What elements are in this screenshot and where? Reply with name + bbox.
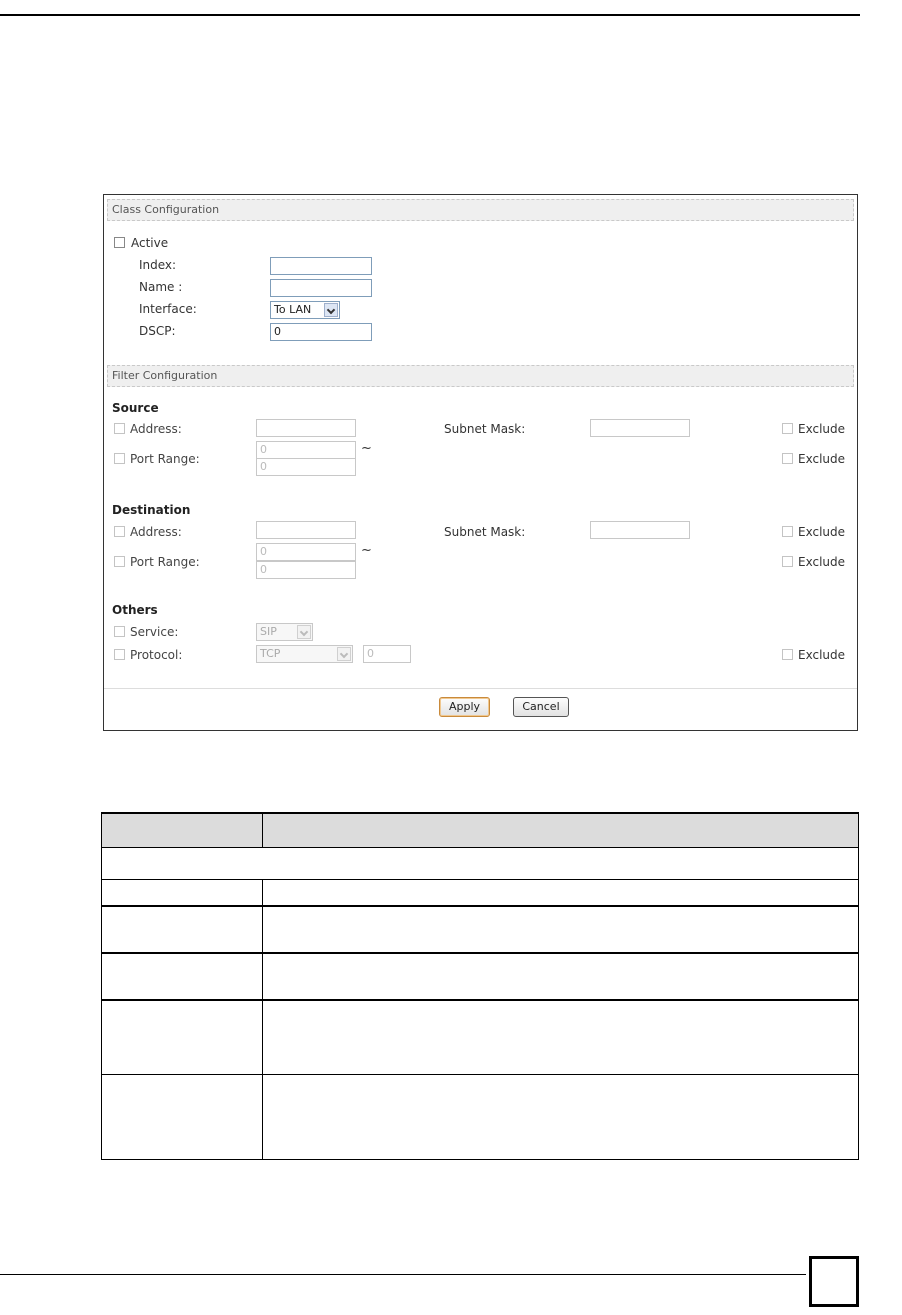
destination-subnet-mask-label: Subnet Mask: <box>444 525 526 539</box>
dscp-input[interactable]: 0 <box>270 323 372 341</box>
source-heading: Source <box>112 401 159 415</box>
table-row <box>102 953 859 1000</box>
destination-address-label: Address: <box>130 525 182 539</box>
apply-button[interactable]: Apply <box>439 697 490 717</box>
source-port-exclude-label: Exclude <box>798 452 846 466</box>
table-row <box>102 1000 859 1075</box>
class-configuration-header: Class Configuration <box>107 199 854 221</box>
source-address-exclude-checkbox[interactable] <box>782 423 793 434</box>
header-rule <box>0 14 860 16</box>
destination-port-exclude-checkbox[interactable] <box>782 556 793 567</box>
chevron-down-icon <box>337 647 351 661</box>
service-select[interactable] <box>256 623 313 641</box>
destination-port-end-input[interactable]: 0 <box>256 561 356 579</box>
page-number-box <box>809 1256 859 1307</box>
table-row <box>102 880 859 907</box>
footer-rule <box>0 1274 806 1275</box>
service-checkbox[interactable] <box>114 626 125 637</box>
chevron-down-icon <box>297 625 311 639</box>
active-label: Active <box>131 236 169 250</box>
protocol-label: Protocol: <box>130 648 183 662</box>
table-row <box>102 906 859 953</box>
button-bar-divider <box>104 688 857 689</box>
interface-select-value: To LAN <box>274 303 312 316</box>
destination-address-checkbox[interactable] <box>114 526 125 537</box>
source-subnet-mask-label: Subnet Mask: <box>444 422 526 436</box>
service-label: Service: <box>130 625 179 639</box>
table-cell <box>263 906 859 953</box>
table-section-cell <box>102 848 859 880</box>
table-row <box>102 1075 859 1160</box>
chevron-down-icon <box>324 303 338 317</box>
table-cell <box>263 1075 859 1160</box>
cancel-button[interactable]: Cancel <box>513 697 569 717</box>
destination-range-separator: ~ <box>361 543 372 558</box>
table-header-row <box>102 813 859 848</box>
destination-port-start-input[interactable]: 0 <box>256 543 356 561</box>
table-cell <box>102 1075 263 1160</box>
destination-subnet-mask-input[interactable] <box>590 521 690 539</box>
protocol-exclude-label: Exclude <box>798 648 846 662</box>
table-cell <box>102 1000 263 1075</box>
table-row <box>102 848 859 880</box>
index-input[interactable] <box>270 257 372 275</box>
table-cell <box>263 1000 859 1075</box>
source-address-input[interactable] <box>256 419 356 437</box>
dscp-label: DSCP: <box>139 324 176 338</box>
active-checkbox[interactable] <box>114 237 125 248</box>
protocol-number-input[interactable]: 0 <box>363 645 411 663</box>
source-address-exclude-label: Exclude <box>798 422 846 436</box>
interface-label: Interface: <box>139 302 197 316</box>
interface-select[interactable] <box>270 301 340 319</box>
table-cell <box>263 953 859 1000</box>
source-port-range-checkbox[interactable] <box>114 453 125 464</box>
destination-heading: Destination <box>112 503 191 517</box>
qos-class-setup-screenshot <box>103 194 858 731</box>
filter-configuration-header: Filter Configuration <box>107 365 854 387</box>
protocol-exclude-checkbox[interactable] <box>782 649 793 660</box>
destination-address-exclude-label: Exclude <box>798 525 846 539</box>
destination-port-exclude-label: Exclude <box>798 555 846 569</box>
service-select-value: SIP <box>260 625 277 638</box>
field-description-table <box>101 812 859 1160</box>
others-heading: Others <box>112 603 158 617</box>
source-port-exclude-checkbox[interactable] <box>782 453 793 464</box>
destination-port-range-checkbox[interactable] <box>114 556 125 567</box>
source-range-separator: ~ <box>361 441 372 456</box>
source-port-end-input[interactable]: 0 <box>256 458 356 476</box>
table-cell <box>102 953 263 1000</box>
table-header-cell <box>263 813 859 848</box>
source-port-start-input[interactable]: 0 <box>256 441 356 459</box>
destination-port-range-label: Port Range: <box>130 555 200 569</box>
protocol-select[interactable] <box>256 645 353 663</box>
destination-address-exclude-checkbox[interactable] <box>782 526 793 537</box>
table-cell <box>102 906 263 953</box>
destination-address-input[interactable] <box>256 521 356 539</box>
protocol-select-value: TCP <box>260 647 281 660</box>
source-subnet-mask-input[interactable] <box>590 419 690 437</box>
table-cell <box>263 880 859 907</box>
source-address-label: Address: <box>130 422 182 436</box>
source-address-checkbox[interactable] <box>114 423 125 434</box>
table-header-cell <box>102 813 263 848</box>
index-label: Index: <box>139 258 177 272</box>
source-port-range-label: Port Range: <box>130 452 200 466</box>
protocol-checkbox[interactable] <box>114 649 125 660</box>
name-label: Name : <box>139 280 183 294</box>
name-input[interactable] <box>270 279 372 297</box>
table-cell <box>102 880 263 907</box>
